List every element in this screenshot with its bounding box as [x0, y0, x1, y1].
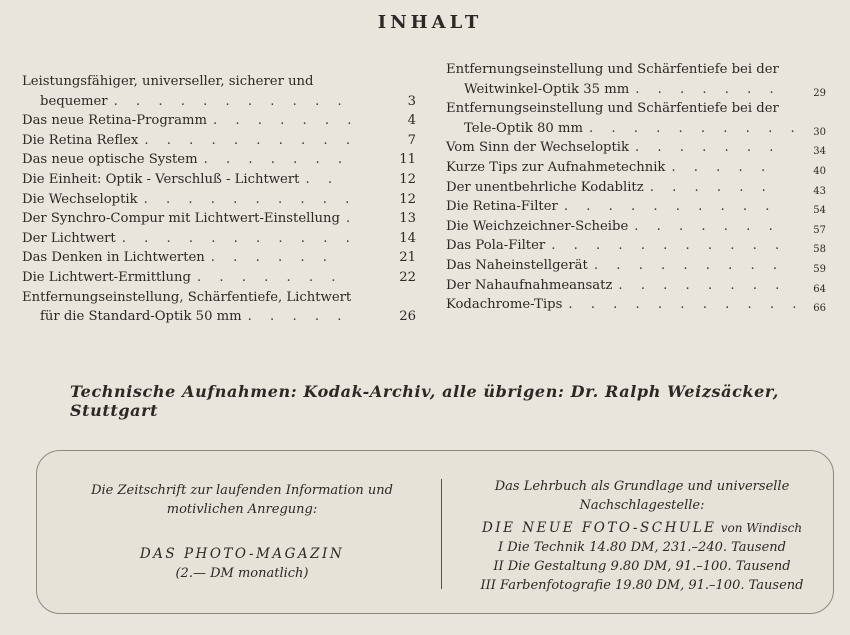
toc-page-number: 66 — [813, 303, 826, 315]
toc-page-number: 64 — [813, 283, 826, 295]
toc-entry — [22, 288, 422, 308]
toc-entry — [446, 158, 826, 178]
toc-entry — [446, 295, 826, 315]
toc-page-number: 40 — [813, 165, 826, 177]
magazine-ad-line-1: Die Zeitschrift zur laufenden Information und — [91, 483, 393, 498]
toc-leader-dots: . . . . . . . . . . . — [551, 238, 787, 254]
toc-entry — [22, 131, 422, 151]
toc-entry-title: Das neue Retina-Programm — [22, 113, 207, 129]
toc-page-number: 59 — [813, 263, 826, 275]
toc-entry — [22, 72, 422, 92]
toc-entry-title: Das neue optische System — [22, 152, 198, 168]
toc-entry-title: Leistungsfähiger, universeller, sicherer und — [22, 74, 314, 89]
toc-entry-title: Vom Sinn der Wechseloptik — [446, 140, 629, 156]
toc-page-number: 54 — [813, 205, 826, 217]
textbook-volume-2: II Die Gestaltung 9.80 DM, 91.–100. Tausend — [493, 559, 791, 574]
toc-page-number: 12 — [399, 191, 416, 207]
toc-entry-title: bequemer — [40, 93, 108, 109]
photo-credit: Technische Aufnahmen: Kodak-Archiv, alle übrigen: Dr. Ralph Weizsäcker, Stuttgart — [70, 382, 779, 420]
toc-entry-title: Die Einheit: Optik - Verschluß - Lichtwert — [22, 171, 300, 187]
toc-page-number: 3 — [407, 93, 416, 109]
toc-page-number: 14 — [399, 230, 416, 246]
toc-leader-dots: . . . . . . . . . . — [563, 199, 777, 215]
toc-leader-dots: . . . . . . . . . . . — [121, 230, 357, 246]
toc-page-number: 12 — [399, 171, 416, 187]
toc-entry — [446, 236, 826, 256]
textbook-volume-3: III Farbenfotografie 19.80 DM, 91.–100. Tausend — [480, 578, 804, 593]
toc-leader-dots: . . — [305, 171, 340, 187]
page-title: INHALT — [377, 12, 483, 33]
toc-leader-dots: . — [346, 211, 358, 227]
toc-entry-title: Entfernungseinstellung, Schärfentiefe, Lichtwert — [22, 289, 352, 305]
toc-page-number: 21 — [399, 250, 416, 266]
toc-leader-dots: . . . . . . . — [635, 81, 781, 97]
toc-leader-dots: . . . . . . . . . . — [144, 132, 358, 148]
textbook-author: von Windisch — [720, 521, 803, 535]
textbook-ad-line-1: Das Lehrbuch als Grundlage und universelle — [494, 479, 790, 494]
toc-entry — [22, 92, 422, 112]
toc-entry-title: Das Pola-Filter — [446, 238, 546, 254]
magazine-ad-line-2: motivlichen Anregung: — [166, 502, 318, 517]
toc-entry-title: Der Synchro-Compur mit Lichtwert-Einstellung — [22, 211, 340, 227]
toc-page-number: 4 — [407, 113, 416, 129]
toc-leader-dots: . . . . . . . . . . . — [113, 93, 349, 109]
magazine-ad — [57, 481, 427, 583]
toc-left-column — [22, 72, 422, 327]
toc-page-number: 58 — [813, 244, 826, 256]
textbook-title: DIE NEUE FOTO-SCHULE — [481, 520, 717, 536]
toc-entry-title: Die Lichtwert-Ermittlung — [22, 269, 191, 285]
toc-page-number: 7 — [407, 132, 416, 148]
magazine-name: DAS PHOTO-MAGAZIN — [139, 546, 345, 562]
toc-leader-dots: . . . . . — [247, 309, 349, 325]
toc-page-number: 13 — [399, 211, 416, 227]
toc-page-number: 43 — [813, 185, 826, 197]
toc-leader-dots: . . . . . . . . . . — [143, 191, 357, 207]
toc-entry-title: Der unentbehrliche Kodablitz — [446, 179, 644, 195]
toc-entry — [446, 119, 826, 139]
toc-entry-title: Die Wechseloptik — [22, 191, 138, 207]
toc-leader-dots: . . . . . . . . . — [593, 257, 785, 273]
toc-entry — [446, 138, 826, 158]
toc-page-number: 30 — [813, 126, 826, 138]
toc-entry — [22, 170, 422, 190]
toc-page-number: 26 — [399, 309, 416, 325]
toc-entry-title: Die Retina Reflex — [22, 132, 139, 148]
toc-page-number: 57 — [813, 224, 826, 236]
textbook-ad — [461, 477, 823, 595]
toc-entry — [22, 268, 422, 288]
toc-entry-title: für die Standard-Optik 50 mm — [40, 309, 242, 325]
toc-entry — [446, 178, 826, 198]
toc-entry — [446, 80, 826, 100]
toc-entry-title: Entfernungseinstellung und Schärfentiefe bei der — [446, 62, 779, 77]
toc-entry-title: Der Nahaufnahmeansatz — [446, 277, 613, 293]
toc-leader-dots: . . . . . . . — [212, 113, 359, 129]
toc-leader-dots: . . . . . . — [649, 179, 773, 195]
textbook-title-line — [461, 519, 823, 538]
toc-page-number: 29 — [813, 87, 826, 99]
toc-entry — [446, 99, 826, 119]
toc-entry — [22, 209, 422, 229]
toc-entry — [22, 307, 422, 327]
toc-entry — [446, 60, 826, 80]
magazine-price: (2.— DM monatlich) — [175, 566, 309, 581]
toc-entry — [446, 256, 826, 276]
toc-entry-title: Tele-Optik 80 mm — [464, 120, 583, 136]
textbook-volume-1: I Die Technik 14.80 DM, 231.–240. Tausend — [498, 540, 786, 555]
toc-entry — [22, 150, 422, 170]
toc-entry — [22, 111, 422, 131]
toc-entry — [22, 248, 422, 268]
toc-leader-dots: . . . . . . . . . . . — [568, 297, 804, 313]
toc-entry — [446, 276, 826, 296]
toc-entry — [446, 217, 826, 237]
toc-entry-title: Weitwinkel-Optik 35 mm — [464, 81, 630, 97]
toc-leader-dots: . . . . . . . — [203, 152, 350, 168]
toc-entry-title: Die Retina-Filter — [446, 199, 558, 215]
toc-entry-title: Entfernungseinstellung und Schärfentiefe bei der — [446, 101, 779, 117]
toc-leader-dots: . . . . . . . . . . — [589, 120, 802, 136]
toc-leader-dots: . . . . . . — [210, 250, 334, 266]
toc-page-number: 34 — [813, 146, 826, 158]
toc-leader-dots: . . . . . . . — [197, 269, 343, 285]
toc-entry-title: Das Naheinstellgerät — [446, 257, 588, 273]
toc-leader-dots: . . . . . . . . — [618, 277, 787, 293]
toc-entry — [22, 190, 422, 210]
toc-entry — [22, 229, 422, 249]
toc-entry-title: Die Weichzeichner-Scheibe — [446, 218, 629, 234]
toc-entry-title: Kodachrome-Tips — [446, 297, 563, 313]
toc-leader-dots: . . . . . . . — [634, 218, 780, 234]
toc-page-number: 22 — [399, 269, 416, 285]
box-divider — [441, 479, 442, 589]
toc-entry — [446, 197, 826, 217]
toc-right-column — [446, 60, 826, 315]
toc-page-number: 11 — [399, 152, 416, 168]
advertisement-box — [36, 450, 834, 614]
textbook-ad-line-2: Nachschlagestelle: — [579, 498, 705, 513]
toc-entry-title: Das Denken in Lichtwerten — [22, 250, 205, 266]
toc-entry-title: Kurze Tips zur Aufnahmetechnik — [446, 159, 666, 175]
toc-entry-title: Der Lichtwert — [22, 230, 116, 246]
toc-leader-dots: . . . . . — [671, 159, 773, 175]
toc-leader-dots: . . . . . . . — [634, 140, 781, 156]
